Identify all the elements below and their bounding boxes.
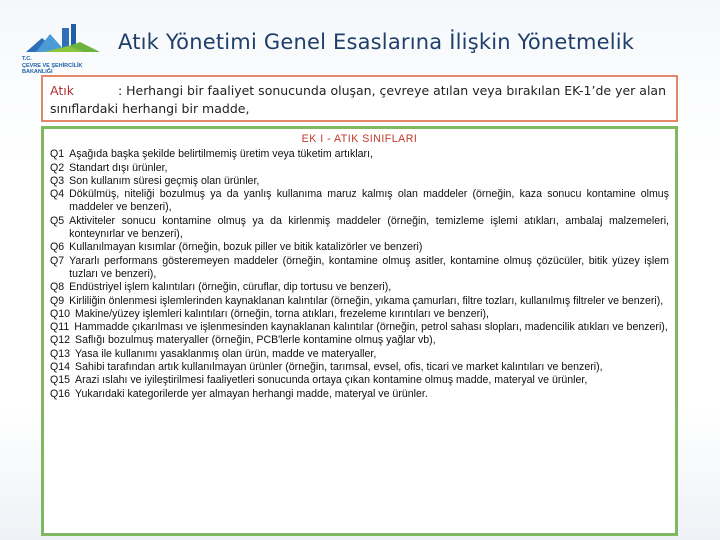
list-item: [50, 334, 669, 347]
item-text: Yararlı performans gösteremeyen maddeler (örneğin, kontamine olmuş asitler, kontamine olmuş çözücüler, bitik yüzey işlem tuzları ve benzeri),: [69, 254, 669, 280]
item-text: Aşağıda başka şekilde belirtilmemiş üretim veya tüketim artıkları,: [69, 148, 373, 161]
item-code: Q12: [50, 334, 71, 347]
list-item: [50, 241, 669, 254]
list-item: [50, 361, 669, 374]
item-code: Q11: [50, 321, 70, 334]
list-item: [50, 255, 669, 282]
annex-list-box: [41, 126, 678, 536]
item-code: Q15: [50, 374, 71, 387]
item-code: Q10: [50, 307, 71, 320]
definition-term: Atık: [50, 83, 74, 98]
list-item: [50, 374, 669, 387]
item-text: Yasa ile kullanımı yasaklanmış olan ürün, madde ve materyaller,: [75, 347, 377, 360]
logo-line: BAKANLIĞI: [22, 69, 53, 75]
list-item: [50, 162, 669, 175]
list-item: [50, 188, 669, 215]
item-text: Dökülmüş, niteliği bozulmuş ya da yanlış kullanıma maruz kalmış olan maddeler (örneğin, kaza sonucu kontamine olmuş maddeler ve benzeri),: [69, 188, 669, 214]
item-code: Q13: [50, 347, 71, 360]
item-code: Q14: [50, 361, 71, 374]
item-code: Q6: [50, 241, 65, 254]
list-item: [50, 175, 669, 188]
definition-box: [41, 75, 678, 122]
item-code: Q9: [50, 294, 65, 307]
item-text: Sahibi tarafından artık kullanılmayan ürünler (örneğin, tarımsal, evsel, ofis, ticari ve market kalıntıları ve benzeri),: [75, 361, 603, 374]
item-text: Endüstriyel işlem kalıntıları (örneğin, cüruflar, dip tortusu ve benzeri),: [69, 281, 392, 294]
logo-line: T.C.: [22, 56, 32, 62]
page-title: Atık Yönetimi Genel Esaslarına İlişkin Yönetmelik: [118, 30, 635, 54]
item-text: Aktiviteler sonucu kontamine olmuş ya da kirlenmiş maddeler (örneğin, temizleme işlemi atıkları, ambalaj malzemeleri, konteynırlar ve benzeri),: [69, 214, 669, 241]
item-text: Standart dışı ürünler,: [69, 161, 168, 174]
item-text: Kullanılmayan kısımlar (örneğin, bozuk piller ve bitik katalizörler ve benzeri): [69, 241, 423, 254]
list-item: [50, 295, 669, 308]
item-code: Q3: [50, 174, 65, 187]
list-item: [50, 308, 669, 321]
item-text: Arazi ıslahı ve iyileştirilmesi faaliyetleri sonucunda ortaya çıkan kontamine olmuş madde, materyal ve ürünler,: [75, 374, 588, 387]
item-text: Hammadde çıkarılması ve işlenmesinden kaynaklanan kalıntılar (örneğin, petrol sahası slopları, madencilik atıkları ve benzeri),: [74, 321, 668, 334]
item-text: Makine/yüzey işlemleri kalıntıları (örneğin, torna atıkları, frezeleme kırıntıları ve benzeri),: [75, 307, 489, 320]
item-code: Q5: [50, 214, 65, 227]
annex-items: [50, 148, 669, 401]
list-item: [50, 388, 669, 401]
item-code: Q8: [50, 281, 65, 294]
item-code: Q4: [50, 188, 65, 201]
item-code: Q16: [50, 387, 71, 400]
list-item: [50, 148, 669, 161]
list-item: [50, 281, 669, 294]
definition-text: : Herhangi bir faaliyet sonucunda oluşan, çevreye atılan veya bırakılan EK-1’de yer alan sınıflardaki herhangi bir madde,: [50, 83, 666, 116]
ministry-logo: [22, 22, 102, 78]
list-item: [50, 348, 669, 361]
list-item: [50, 215, 669, 242]
item-text: Yukarıdaki kategorilerde yer almayan herhangi madde, materyal ve ürünler.: [75, 387, 428, 400]
ministry-emblem-icon: [22, 22, 102, 56]
item-code: Q7: [50, 254, 65, 267]
annex-heading: EK I - ATIK SINIFLARI: [301, 133, 418, 145]
logo-line: ÇEVRE VE ŞEHİRCİLİK: [22, 62, 83, 69]
item-text: Kirliliğin önlenmesi işlemlerinden kaynaklanan kalıntılar (örneğin, yıkama çamurları, filtre tozları, kullanılmış filtreler ve benzeri),: [69, 294, 664, 307]
list-item: [50, 321, 669, 334]
item-text: Son kullanım süresi geçmiş olan ürünler,: [69, 174, 260, 187]
item-code: Q2: [50, 161, 65, 174]
item-code: Q1: [50, 148, 65, 161]
logo-caption: [22, 56, 102, 76]
item-text: Saflığı bozulmuş materyaller (örneğin, PCB'lerle kontamine olmuş yağlar vb),: [75, 334, 436, 347]
